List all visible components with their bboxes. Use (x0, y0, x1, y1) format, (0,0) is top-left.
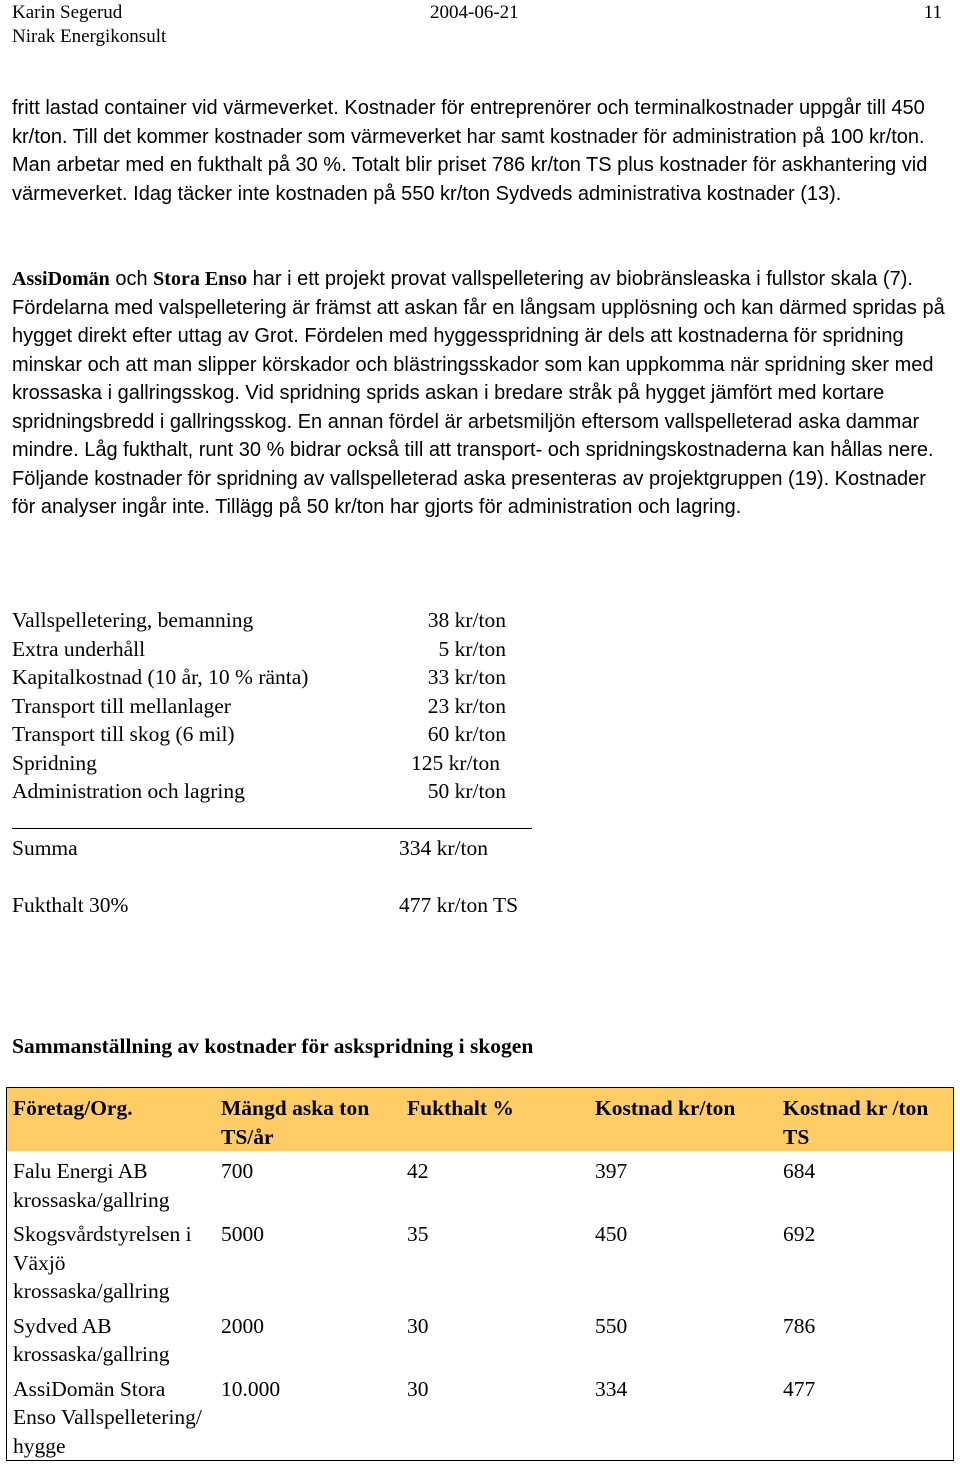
cost-label: Transport till skog (6 mil) (12, 722, 235, 746)
cost-label: Transport till mellanlager (12, 693, 231, 718)
table-row (7, 1151, 954, 1214)
table-cell: 35 (407, 1222, 429, 1246)
table-cell: 700 (221, 1159, 254, 1183)
moisture-value: 477 kr/ton TS (399, 893, 519, 917)
table-cell: 5000 (221, 1222, 264, 1246)
table-row (7, 1306, 954, 1369)
cost-label: Extra underhåll (12, 636, 146, 661)
sum-divider (12, 828, 532, 829)
cost-value: 5 kr/ton (438, 636, 506, 661)
table-cell: 450 (595, 1222, 628, 1246)
sum-value: 334 kr/ton (399, 836, 488, 860)
cost-value: 38 kr/ton (427, 608, 506, 632)
table-cell: Sydved AB krossaska/gallring (13, 1313, 170, 1366)
cost-value: 23 kr/ton (427, 693, 506, 718)
cost-row (12, 635, 572, 664)
sum-label: Summa (12, 836, 78, 860)
cost-value: 33 kr/ton (427, 665, 506, 689)
table-cell: Falu Energi AB krossaska/gallring (13, 1159, 170, 1212)
cost-label: Vallspelletering, bemanning (12, 608, 254, 632)
bold-stora-enso: Stora Enso (153, 268, 248, 290)
cost-row (12, 692, 572, 721)
table-title: Sammanställning av kostnader för askspridning i skogen (12, 1034, 534, 1058)
moisture-label: Fukthalt 30% (12, 893, 129, 917)
table-cell: 477 (783, 1376, 816, 1401)
table-cell: 42 (407, 1159, 429, 1183)
header-company: Nirak Energikonsult (12, 26, 167, 47)
column-header: Företag/Org. (7, 1088, 216, 1152)
header-page-number: 11 (923, 2, 942, 23)
table-cell: 30 (407, 1376, 429, 1401)
table-cell: 550 (595, 1313, 628, 1338)
bold-assidoman: AssiDomän (12, 268, 110, 290)
table-row (7, 1369, 954, 1461)
table-cell: AssiDomän Stora Enso Vallspelletering/ hygge (13, 1376, 202, 1458)
column-header: Kostnad kr /ton TS (777, 1088, 954, 1152)
header-date: 2004-06-21 (430, 2, 519, 23)
cost-row (12, 663, 572, 692)
summary-table (6, 1087, 954, 1461)
table-cell: 334 (595, 1376, 628, 1401)
table-cell: 786 (783, 1313, 816, 1338)
cost-value: 60 kr/ton (427, 722, 506, 746)
table-row (7, 1214, 954, 1306)
cost-label: Spridning (12, 750, 97, 775)
cost-row (12, 606, 572, 635)
column-header: Kostnad kr/ton (589, 1088, 777, 1152)
paragraph-1: fritt lastad container vid värmeverket. Kostnader för entreprenörer och terminalkostnader uppgår till 450 kr/ton. Till det kommer kostnader som värmeverket har samt kostnader för administration på 100 kr/ton. Man arbetar med en fukthalt på 30 %. Totalt blir priset 786 kr/ton TS plus kostnader för askhantering vid värmeverket. Idag täcker inte kostnaden på 550 kr/ton Sydveds administrativa kostnader (13). (12, 97, 928, 205)
cost-value: 125 kr/ton (411, 750, 500, 775)
paragraph-2 (12, 265, 948, 522)
table-cell: 684 (783, 1159, 816, 1183)
para2-text-2: har i ett projekt provat vallspelletering av biobränsleaska i fullstor skala (7). Fördelarna med valspelletering är främst att askan får en långsam upplösning och kan därmed spridas på hygget direkt efter uttag av Grot. Fördelen med hyggesspridning är dels att kostnaderna för spridning minskar och att man slipper körskador och blästringsskador som kan uppkomma när spridning sker med krossaska i gallringsskog. Vid spridning sprids askan i bredare stråk på hygget jämfört med kortare spridningsbredd i gallringsskog. En annan fördel är arbetsmiljön eftersom vallspelleterad aska dammar mindre. Låg fukthalt, runt 30 % bidrar också till att transport- och spridningskostnaderna kan hållas nere. Följande kostnader för spridning av vallspelleterad aska presenteras av projektgruppen (19). Kostnader för analyser ingår inte. Tillägg på 50 kr/ton har gjorts för administration och lagring. (12, 268, 945, 518)
table-cell: 692 (783, 1222, 816, 1246)
cost-row (12, 749, 572, 778)
column-header: Mängd aska ton TS/år (215, 1088, 401, 1152)
header-author: Karin Segerud (12, 2, 123, 23)
cost-row (12, 720, 572, 749)
cost-row (12, 777, 572, 806)
table-cell: 10.000 (221, 1376, 281, 1401)
table-header-row (7, 1088, 954, 1152)
table-cell: 397 (595, 1159, 628, 1183)
table-cell: Skogsvårdstyrelsen i Växjö krossaska/gallring (13, 1222, 192, 1303)
table-cell: 30 (407, 1313, 429, 1338)
cost-label: Kapitalkostnad (10 år, 10 % ränta) (12, 665, 309, 689)
column-header: Fukthalt % (401, 1088, 589, 1152)
table-cell: 2000 (221, 1313, 264, 1338)
moisture-row (12, 891, 572, 920)
sum-row (12, 834, 572, 863)
cost-list (12, 606, 572, 806)
para2-text-1: och (109, 268, 154, 290)
cost-label: Administration och lagring (12, 779, 245, 803)
cost-value: 50 kr/ton (427, 779, 506, 803)
